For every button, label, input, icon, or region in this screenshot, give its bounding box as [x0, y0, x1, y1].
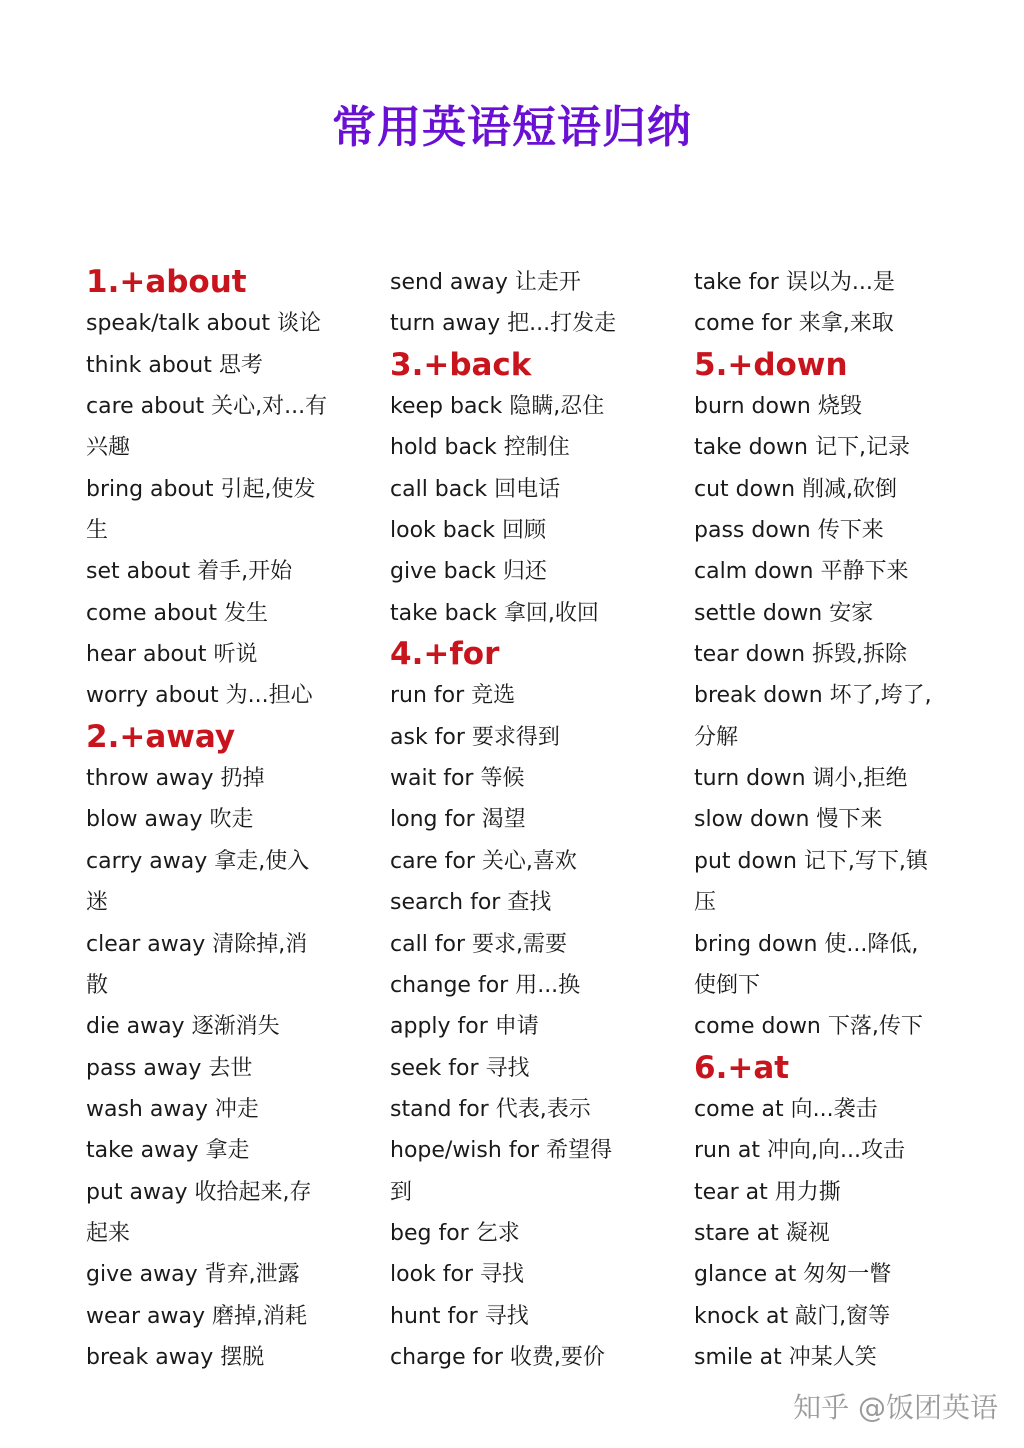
phrase-line: search for 查找	[390, 890, 552, 916]
page-title: 常用英语短语归纳	[332, 102, 692, 153]
phrase-line: bring about 引起,使发	[86, 476, 316, 502]
phrase-line: turn away 把...打发走	[390, 311, 617, 337]
phrase-line: 到	[390, 1179, 413, 1205]
phrase-line: ask for 要求得到	[390, 724, 560, 750]
phrase-line: come for 来拿,来取	[694, 311, 894, 337]
phrase-line: take down 记下,记录	[694, 435, 910, 461]
phrase-line: die away 逐渐消失	[86, 1014, 280, 1040]
phrase-line: 起来	[86, 1220, 131, 1246]
phrase-line: set about 着手,开始	[86, 559, 293, 585]
phrase-line: bring down 使...降低,	[694, 931, 919, 957]
watermark: 知乎 @饭团英语	[793, 1391, 998, 1424]
phrase-column-2	[390, 262, 652, 1378]
phrase-line: glance at 匆匆一瞥	[694, 1262, 892, 1288]
phrase-line: 使倒下	[694, 972, 761, 998]
phrase-line: 压	[694, 890, 717, 916]
phrase-line: send away 让走开	[390, 270, 581, 295]
phrase-line: beg for 乞求	[390, 1220, 520, 1246]
phrase-line: tear at 用力撕	[694, 1179, 841, 1205]
phrase-line: 散	[86, 972, 109, 998]
phrase-line: come at 向...袭击	[694, 1096, 878, 1122]
phrase-line: think about 思考	[86, 352, 263, 378]
phrase-line: settle down 安家	[694, 600, 874, 626]
phrase-line: worry about 为...担心	[86, 683, 313, 709]
section-heading: 4.+for	[390, 636, 500, 673]
phrase-line: long for 渴望	[390, 807, 526, 833]
phrase-line: stare at 凝视	[694, 1220, 830, 1246]
phrase-line: look back 回顾	[390, 518, 547, 544]
phrase-line: 兴趣	[86, 435, 131, 461]
phrase-line: come about 发生	[86, 600, 268, 626]
phrase-line: stand for 代表,表示	[390, 1096, 591, 1122]
phrase-column-1	[86, 262, 348, 1378]
section-heading: 2.+away	[86, 718, 236, 755]
section-heading: 3.+back	[390, 346, 532, 383]
phrase-line: carry away 拿走,使入	[86, 848, 310, 874]
phrase-line: pass down 传下来	[694, 518, 884, 544]
phrase-line: run at 冲向,向...攻击	[694, 1138, 905, 1164]
phrase-line: take away 拿走	[86, 1138, 250, 1164]
phrase-line: 生	[86, 518, 109, 544]
phrase-line: seek for 寻找	[390, 1055, 530, 1081]
phrase-line: apply for 申请	[390, 1014, 539, 1040]
section-heading: 6.+at	[694, 1049, 790, 1086]
phrase-line: put down 记下,写下,镇	[694, 848, 928, 874]
phrase-line: keep back 隐瞒,忍住	[390, 394, 605, 420]
phrase-column-3	[694, 262, 956, 1378]
phrase-line: 分解	[694, 724, 739, 750]
phrase-line: throw away 扔掉	[86, 766, 265, 792]
phrase-line: pass away 去世	[86, 1055, 253, 1081]
phrase-line: blow away 吹走	[86, 807, 254, 833]
phrase-line: give away 背弃,泄露	[86, 1262, 300, 1288]
phrase-line: call back 回电话	[390, 476, 561, 502]
phrase-line: hope/wish for 希望得	[390, 1138, 613, 1164]
phrase-line: run for 竞选	[390, 683, 516, 709]
phrase-line: 迷	[86, 890, 109, 916]
phrase-line: slow down 慢下来	[694, 807, 883, 833]
phrase-line: clear away 清除掉,消	[86, 931, 308, 957]
phrase-line: wear away 磨掉,消耗	[86, 1303, 308, 1329]
phrase-line: take back 拿回,收回	[390, 600, 599, 626]
phrase-line: look for 寻找	[390, 1262, 525, 1288]
phrase-line: burn down 烧毁	[694, 394, 862, 420]
section-heading: 1.+about	[86, 264, 247, 300]
phrase-line: cut down 削减,砍倒	[694, 476, 898, 502]
phrase-line: come down 下落,传下	[694, 1014, 923, 1040]
phrase-line: wash away 冲走	[86, 1096, 259, 1122]
phrase-line: hunt for 寻找	[390, 1303, 529, 1329]
phrase-line: turn down 调小,拒绝	[694, 766, 908, 792]
phrase-line: break away 摆脱	[86, 1344, 265, 1370]
phrase-line: knock at 敲门,窗等	[694, 1303, 891, 1329]
phrase-line: call for 要求,需要	[390, 931, 568, 957]
phrase-line: give back 归还	[390, 559, 547, 585]
phrase-line: care for 关心,喜欢	[390, 848, 577, 874]
phrase-line: calm down 平静下来	[694, 559, 909, 585]
phrase-line: tear down 拆毁,拆除	[694, 642, 908, 668]
phrase-line: wait for 等候	[390, 766, 525, 792]
phrase-line: hear about 听说	[86, 642, 258, 668]
phrase-line: speak/talk about 谈论	[86, 311, 322, 337]
phrase-line: take for 误以为...是	[694, 270, 895, 295]
section-heading: 5.+down	[694, 346, 848, 383]
phrase-line: care about 关心,对...有	[86, 394, 328, 420]
phrase-line: charge for 收费,要价	[390, 1344, 605, 1370]
phrase-line: smile at 冲某人笑	[694, 1344, 877, 1370]
phrase-line: hold back 控制住	[390, 435, 570, 461]
phrase-line: change for 用...换	[390, 972, 581, 998]
phrase-line: break down 坏了,垮了,	[694, 683, 932, 709]
phrase-line: put away 收拾起来,存	[86, 1179, 312, 1205]
